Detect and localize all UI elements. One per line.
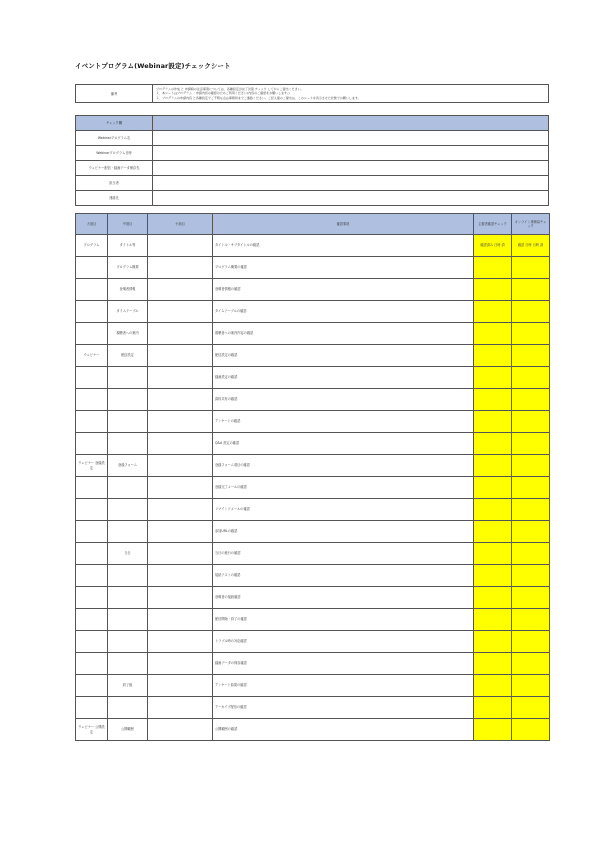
organizer-check-cell[interactable]: 確認済み 日時 済 — [474, 235, 512, 257]
office-check-cell[interactable] — [512, 477, 550, 499]
info-value[interactable] — [153, 191, 549, 206]
table-row — [76, 499, 550, 521]
table-row — [76, 565, 550, 587]
check-item-cell: タイムテーブルの確認 — [213, 301, 474, 323]
category-cell — [76, 477, 108, 499]
category-cell: ウェビナー 公開設定 — [76, 719, 108, 741]
check-item-cell: アンケートの確認 — [213, 411, 474, 433]
check-item-cell: 配信開始・終了の確認 — [213, 609, 474, 631]
check-item-cell: 登壇者の接続確認 — [213, 587, 474, 609]
subcategory-cell: 終了後 — [108, 675, 148, 697]
category-cell — [76, 521, 108, 543]
category-cell — [76, 433, 108, 455]
item-cell — [148, 367, 213, 389]
column-header: 確認事項 — [213, 214, 474, 235]
subcategory-cell: 公開範囲 — [108, 719, 148, 741]
item-cell — [148, 345, 213, 367]
check-item-cell: 登録フォーム項目の確認 — [213, 455, 474, 477]
category-cell — [76, 279, 108, 301]
category-cell — [76, 543, 108, 565]
check-item-cell: 接続テストの確認 — [213, 565, 474, 587]
column-header: 小項目 — [148, 214, 213, 235]
item-cell — [148, 389, 213, 411]
check-item-cell: 登壇者情報の確認 — [213, 279, 474, 301]
table-row — [76, 323, 550, 345]
check-item-cell: 資料共有の確認 — [213, 389, 474, 411]
subcategory-cell — [108, 653, 148, 675]
organizer-check-cell[interactable] — [474, 301, 512, 323]
checklist-table — [75, 213, 550, 741]
office-check-cell[interactable] — [512, 609, 550, 631]
item-cell — [148, 565, 213, 587]
organizer-check-cell[interactable] — [474, 653, 512, 675]
info-table — [75, 115, 549, 206]
check-item-cell: タイトル・サブタイトルの確認 — [213, 235, 474, 257]
check-item-cell: トラブル時の対応確認 — [213, 631, 474, 653]
notes-line: ２．プログラムの申請内容 と各種設定でご不明な点は事務局までご連絡ください。ご記入後のご提出は、このシートを表示させた状態でお願いします。 — [156, 95, 361, 100]
subcategory-cell — [108, 565, 148, 587]
item-cell — [148, 411, 213, 433]
table-row — [76, 543, 550, 565]
category-cell — [76, 653, 108, 675]
office-check-cell[interactable] — [512, 411, 550, 433]
info-value[interactable] — [153, 161, 549, 176]
item-cell — [148, 257, 213, 279]
item-cell — [148, 433, 213, 455]
organizer-check-cell[interactable] — [474, 433, 512, 455]
organizer-check-cell[interactable] — [474, 345, 512, 367]
table-row — [76, 301, 550, 323]
office-check-cell[interactable] — [512, 455, 550, 477]
organizer-check-cell[interactable] — [474, 389, 512, 411]
category-cell — [76, 367, 108, 389]
table-row — [76, 235, 550, 257]
check-item-cell: 配信設定の確認 — [213, 345, 474, 367]
info-header: チェック欄 — [76, 116, 153, 131]
item-cell — [148, 455, 213, 477]
info-label: 連絡先 — [76, 191, 153, 206]
subcategory-cell: 登壇者情報 — [108, 279, 148, 301]
category-cell: プログラム — [76, 235, 108, 257]
info-value[interactable] — [153, 131, 549, 146]
organizer-check-cell[interactable] — [474, 323, 512, 345]
table-row — [76, 609, 550, 631]
subcategory-cell: 配信設定 — [108, 345, 148, 367]
organizer-check-cell[interactable] — [474, 477, 512, 499]
item-cell — [148, 697, 213, 719]
table-row — [76, 697, 550, 719]
item-cell — [148, 521, 213, 543]
table-row — [76, 587, 550, 609]
table-row — [76, 433, 550, 455]
item-cell — [148, 235, 213, 257]
organizer-check-cell[interactable] — [474, 631, 512, 653]
subcategory-cell — [108, 631, 148, 653]
table-row — [76, 279, 550, 301]
column-header: 大項目 — [76, 214, 108, 235]
category-cell — [76, 697, 108, 719]
item-cell — [148, 587, 213, 609]
item-cell — [148, 653, 213, 675]
item-cell — [148, 499, 213, 521]
organizer-check-cell[interactable] — [474, 697, 512, 719]
table-row — [76, 653, 550, 675]
office-check-cell[interactable] — [512, 543, 550, 565]
table-row — [76, 675, 550, 697]
info-header-blank — [153, 116, 549, 131]
organizer-check-cell[interactable] — [474, 411, 512, 433]
subcategory-cell — [108, 433, 148, 455]
category-cell — [76, 257, 108, 279]
item-cell — [148, 301, 213, 323]
office-check-cell[interactable] — [512, 697, 550, 719]
category-cell: ウェビナー — [76, 345, 108, 367]
table-row — [76, 257, 550, 279]
category-cell — [76, 675, 108, 697]
organizer-check-cell[interactable] — [474, 609, 512, 631]
check-item-cell: 登録完了メールの確認 — [213, 477, 474, 499]
info-value[interactable] — [153, 176, 549, 191]
organizer-check-cell[interactable] — [474, 279, 512, 301]
item-cell — [148, 631, 213, 653]
office-check-cell[interactable] — [512, 367, 550, 389]
subcategory-cell: タイムテーブル — [108, 301, 148, 323]
office-check-cell[interactable] — [512, 587, 550, 609]
subcategory-cell — [108, 521, 148, 543]
check-item-cell: アンケート結果の確認 — [213, 675, 474, 697]
table-row — [76, 411, 550, 433]
office-check-cell[interactable] — [512, 433, 550, 455]
notes-table — [75, 84, 549, 103]
organizer-check-cell[interactable] — [474, 257, 512, 279]
table-row — [76, 719, 550, 741]
office-check-cell[interactable] — [512, 389, 550, 411]
table-row — [76, 631, 550, 653]
subcategory-cell: 登録フォーム — [108, 455, 148, 477]
category-cell — [76, 631, 108, 653]
item-cell — [148, 323, 213, 345]
check-item-cell: プログラム概要の確認 — [213, 257, 474, 279]
check-item-cell: リマインドメールの確認 — [213, 499, 474, 521]
office-check-cell[interactable] — [512, 675, 550, 697]
organizer-check-cell[interactable] — [474, 367, 512, 389]
info-label: 担当者 — [76, 176, 153, 191]
item-cell — [148, 675, 213, 697]
organizer-check-cell[interactable] — [474, 565, 512, 587]
check-item-cell: アーカイブ配信の確認 — [213, 697, 474, 719]
item-cell — [148, 719, 213, 741]
category-cell — [76, 389, 108, 411]
item-cell — [148, 609, 213, 631]
office-check-cell[interactable] — [512, 345, 550, 367]
check-item-cell: 当日の進行の確認 — [213, 543, 474, 565]
category-cell — [76, 587, 108, 609]
column-header: 中項目 — [108, 214, 148, 235]
info-label: Webinarプログラム名 — [76, 131, 153, 146]
page-title: イベントプログラム(Webinar設定)チェックシート — [75, 62, 231, 70]
office-check-cell[interactable] — [512, 521, 550, 543]
item-cell — [148, 477, 213, 499]
check-item-cell: 視聴者への案内内容の確認 — [213, 323, 474, 345]
table-row — [76, 367, 550, 389]
office-check-cell[interactable] — [512, 323, 550, 345]
table-row — [76, 477, 550, 499]
category-cell: ウェビナー 登録設定 — [76, 455, 108, 477]
category-cell — [76, 323, 108, 345]
table-row — [76, 389, 550, 411]
office-check-cell[interactable] — [512, 279, 550, 301]
office-check-cell[interactable] — [512, 499, 550, 521]
table-row — [76, 345, 550, 367]
organizer-check-cell[interactable] — [474, 521, 512, 543]
check-item-cell: 参加URLの確認 — [213, 521, 474, 543]
category-cell — [76, 609, 108, 631]
office-check-cell[interactable] — [512, 301, 550, 323]
subcategory-cell: プログラム概要 — [108, 257, 148, 279]
subcategory-cell — [108, 411, 148, 433]
subcategory-cell — [108, 697, 148, 719]
subcategory-cell — [108, 609, 148, 631]
category-cell — [76, 499, 108, 521]
info-label: ウェビナー配信・録画データ保存先 — [76, 161, 153, 176]
office-check-cell[interactable] — [512, 257, 550, 279]
category-cell — [76, 301, 108, 323]
notes-text — [153, 85, 549, 103]
office-check-cell[interactable]: 確認 日時 日時 済 — [512, 235, 550, 257]
item-cell — [148, 279, 213, 301]
check-item-cell: 公開範囲の確認 — [213, 719, 474, 741]
notes-label: 備考 — [76, 85, 153, 103]
subcategory-cell — [108, 367, 148, 389]
subcategory-cell — [108, 477, 148, 499]
column-header: 主催者確認チェック — [474, 214, 512, 235]
subcategory-cell: タイトル等 — [108, 235, 148, 257]
info-value[interactable] — [153, 146, 549, 161]
subcategory-cell — [108, 389, 148, 411]
table-row — [76, 455, 550, 477]
notes-line: １．本シートはプログラム ・申請内容の確認のためご利用ください(内容のご確認をお願いします。) — [156, 91, 290, 96]
info-label: Webinarプログラム日時 — [76, 146, 153, 161]
check-item-cell: 録画設定の確認 — [213, 367, 474, 389]
category-cell — [76, 411, 108, 433]
check-item-cell: 録画データの保存確認 — [213, 653, 474, 675]
check-item-cell: Q&A 設定の確認 — [213, 433, 474, 455]
office-check-cell[interactable] — [512, 631, 550, 653]
office-check-cell[interactable] — [512, 565, 550, 587]
table-row — [76, 521, 550, 543]
subcategory-cell: 当日 — [108, 543, 148, 565]
organizer-check-cell[interactable] — [474, 455, 512, 477]
office-check-cell[interactable] — [512, 719, 550, 741]
notes-line: プログラムの作成 と 申請時の注意事項については、各種設定が完了次第 チェック してからご提出ください。 — [156, 87, 304, 91]
subcategory-cell — [108, 587, 148, 609]
category-cell — [76, 565, 108, 587]
subcategory-cell — [108, 499, 148, 521]
organizer-check-cell[interactable] — [474, 675, 512, 697]
organizer-check-cell[interactable] — [474, 543, 512, 565]
item-cell — [148, 543, 213, 565]
organizer-check-cell[interactable] — [474, 499, 512, 521]
subcategory-cell: 視聴者への案内 — [108, 323, 148, 345]
organizer-check-cell[interactable] — [474, 719, 512, 741]
organizer-check-cell[interactable] — [474, 587, 512, 609]
office-check-cell[interactable] — [512, 653, 550, 675]
column-header: オンライン事務局チェック — [512, 214, 550, 235]
